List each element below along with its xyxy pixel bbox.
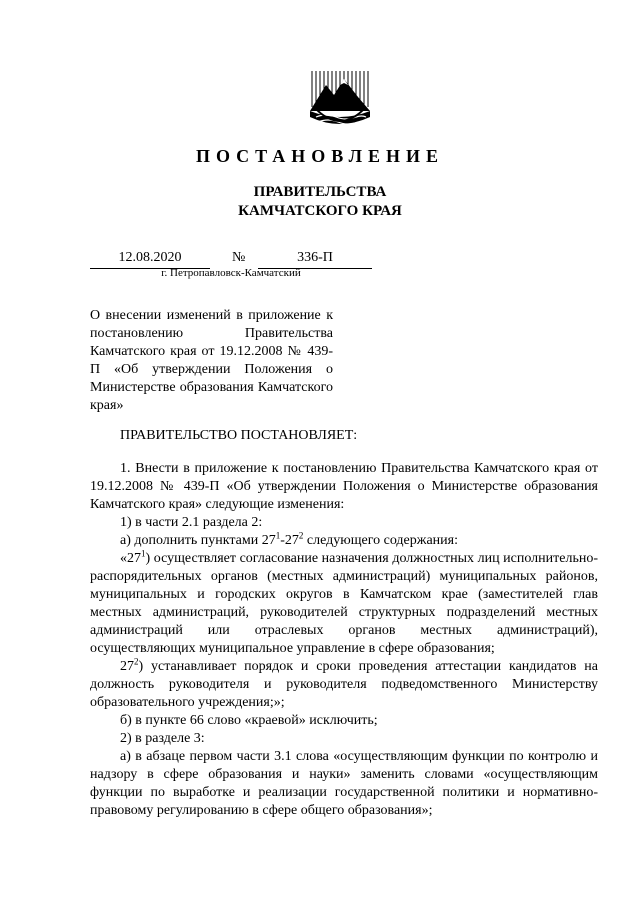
authority-line-1: ПРАВИТЕЛЬСТВА (253, 184, 387, 200)
paragraph: 1. Внести в приложение к постановлению Правительства Камчатского края от 19.12.2008 № 439-П «Об утверждении Положения о Министерстве образования Камчатского края» следующие изменения: (90, 461, 598, 512)
paragraph: а) дополнить пунктами $27^1-27^2$ следующего содержания: (120, 530, 458, 548)
document-body (90, 460, 598, 820)
issue-city: г. Петропавловск-Камчатский (161, 267, 301, 279)
document-subject: О внесении изменений в приложение к постановлению Правительства Камчатского края от 19.12.2008 № 439-П «Об утверждении Положения о Министерстве образования Камчатского края» (90, 308, 333, 413)
paragraph: а) в абзаце первом части 3.1 слова «осуществляющим функции по контролю и надзору в сфере образования и науки» заменить словами «осуществляющим функции по выработке и реализации государственной политики и нормативно-правовому регулированию в сфере общего образования»; (90, 749, 598, 818)
paragraph: 2) в разделе 3: (120, 731, 205, 746)
document-title: ПОСТАНОВЛЕНИЕ (195, 146, 445, 166)
kamchatka-emblem-icon (306, 67, 374, 135)
issuing-authority (0, 183, 640, 221)
paragraph: $27^2$) устанавливает порядок и сроки проведения аттестации кандидатов на должность руководителя и руководителя подведомственного Министерству образовательного учреждения;»; (90, 656, 598, 710)
paragraph: «$27^1$) осуществляет согласование назначения должностных лиц исполнительно-распорядительных органов (местных администраций) муниципальных районов, муниципальных и городских округов в Камчатском крае (заместителей глав местных администраций, руководителей структурных подразделений местных администраций или отраслевых органов местных администраций), осуществляющих муниципальное управление в сфере образования; (90, 548, 598, 656)
number-sign: № (232, 250, 246, 265)
decree-heading: ПРАВИТЕЛЬСТВО ПОСТАНОВЛЯЕТ: (120, 428, 358, 443)
paragraph: б) в пункте 66 слово «краевой» исключить; (120, 713, 378, 728)
authority-line-2: КАМЧАТСКОГО КРАЯ (238, 203, 402, 219)
paragraph: 1) в части 2.1 раздела 2: (120, 515, 263, 530)
document-date: 12.08.2020 (90, 250, 210, 269)
document-number: 336-П (258, 250, 372, 269)
